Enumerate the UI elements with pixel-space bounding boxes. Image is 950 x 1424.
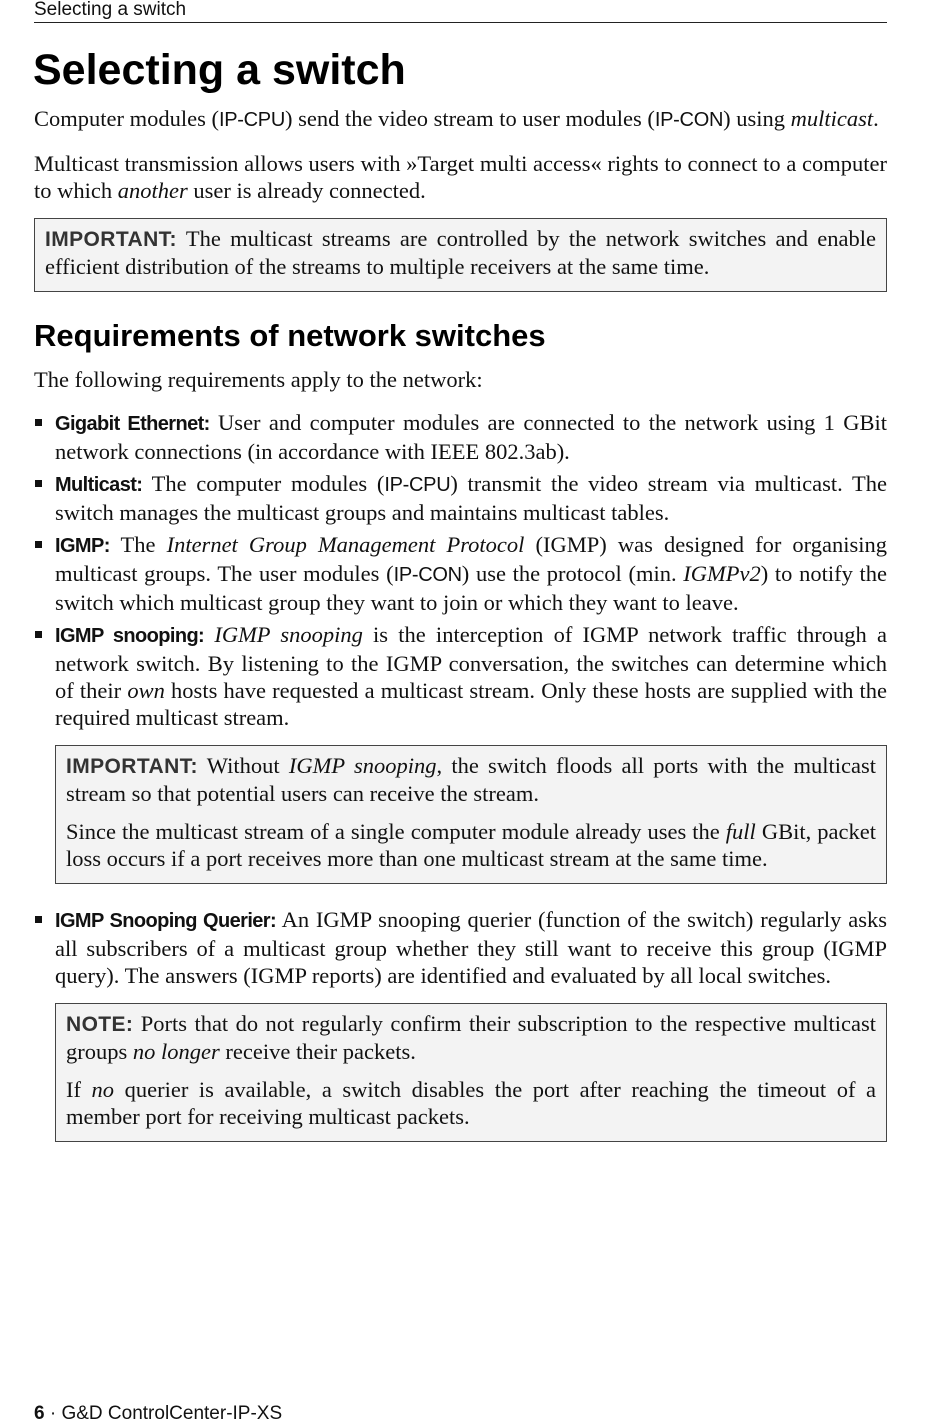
list-item-igmp-snooping-querier: IGMP Snooping Querier: An IGMP snooping querier (function of the switch) regularly asks all subscribers of a multicast group whether they still want to receive this group (IGMP query). The answers (IGMP reports) are identified and evaluated by all local switches. xyxy=(34,906,887,989)
requirements-list xyxy=(34,409,887,731)
ip-cpu-term: IP-CPU xyxy=(218,109,285,131)
note-label: NOTE: xyxy=(66,1013,134,1036)
running-header: Selecting a switch xyxy=(34,0,887,23)
product-name: G&D ControlCenter-IP-XS xyxy=(61,1403,283,1424)
important-label: IMPORTANT: xyxy=(45,228,177,251)
list-item-multicast: Multicast: The computer modules (IP-CPU) transmit the video stream via multicast. The switch manages the multicast groups and maintains multicast tables. xyxy=(34,470,887,526)
important-label: IMPORTANT: xyxy=(66,755,198,778)
important-box-snooping: IMPORTANT: Without IGMP snooping, the switch floods all ports with the multicast stream so that potential users can receive the stream. Since the multicast stream of a single computer module already uses the full GBit, packet loss occurs if a port receives more than one multicast stream at the same time. xyxy=(55,745,887,884)
list-item-igmp: IGMP: The Internet Group Management Protocol (IGMP) was designed for organising multicast groups. The user modules (IP-CON) use the protocol (min. IGMPv2) to notify the switch which multicast group they want to join or which they want to leave. xyxy=(34,531,887,616)
important-box: IMPORTANT: The multicast streams are controlled by the network switches and enable efficient distribution of the streams to multiple receivers at the same time. xyxy=(34,218,887,292)
multicast-paragraph: Multicast transmission allows users with »Target multi access« rights to connect to a computer to which another user is already connected. xyxy=(34,151,887,203)
requirements-list-continued xyxy=(34,906,887,989)
requirements-intro: The following requirements apply to the network: xyxy=(34,367,483,392)
note-box: NOTE: Ports that do not regularly confirm their subscription to the respective multicast groups no longer receive their packets. If no querier is available, a switch disables the port after reaching the timeout of a member port for receiving multicast packets. xyxy=(55,1003,887,1142)
requirements-heading: Requirements of network switches xyxy=(34,318,546,353)
list-item-igmp-snooping: IGMP snooping: IGMP snooping is the interception of IGMP network traffic through a network switch. By listening to the IGMP conversation, the switches can determine which of their own hosts have requested a multicast stream. Only these hosts are supplied with the required multicast stream. xyxy=(34,621,887,731)
list-item-gigabit-ethernet: Gigabit Ethernet: User and computer modules are connected to the network using 1 GBit network connections (in accordance with IEEE 802.3ab). xyxy=(34,409,887,465)
intro-paragraph: Computer modules (IP-CPU) send the video stream to user modules (IP-CON) using multicast. xyxy=(34,106,879,131)
document-page xyxy=(34,0,887,1142)
page-number: 6 xyxy=(34,1403,45,1424)
ip-con-term: IP-CON xyxy=(654,109,724,131)
section-title: Selecting a switch xyxy=(33,46,406,94)
page-footer: 6 · G&D ControlCenter-IP-XS xyxy=(34,1403,283,1424)
